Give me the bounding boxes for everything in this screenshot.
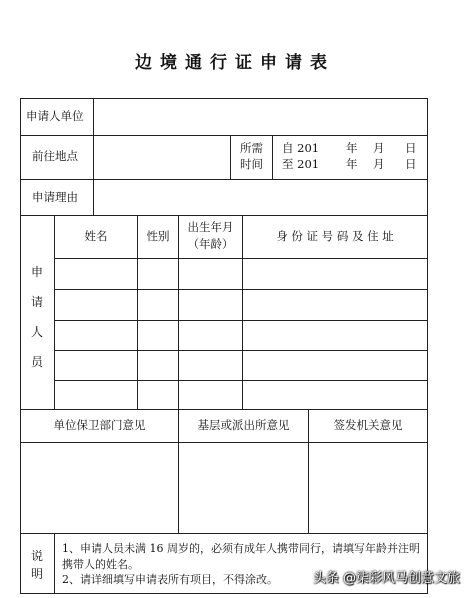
time-needed-label-1: 所需 — [240, 141, 263, 155]
destination-label: 前往地点 — [32, 149, 78, 163]
date-to-prefix: 至 201 — [282, 157, 320, 171]
row-divider — [20, 533, 428, 534]
col-divider — [54, 533, 55, 594]
time-needed-label-2: 时间 — [240, 157, 263, 171]
security-dept-opinion-field[interactable] — [21, 443, 178, 533]
note-item-2: 2、请详细填写申请表所有项目，不得涂改。 — [62, 573, 278, 586]
col-divider — [54, 215, 55, 409]
destination-field[interactable] — [94, 136, 230, 179]
column-header-name: 姓名 — [84, 229, 108, 243]
row-divider — [20, 409, 428, 410]
column-header-birth: 出生年月 — [187, 220, 234, 234]
watermark: 头条 @柒彩风马创意文旅 — [312, 571, 460, 586]
issuing-authority-opinion-field[interactable] — [309, 443, 427, 533]
row-divider — [54, 258, 428, 259]
col-divider — [242, 215, 243, 409]
police-station-opinion-label: 基层或派出所意见 — [197, 418, 290, 432]
col-divider — [230, 135, 231, 179]
note-item-1: 1、申请人员未满 16 周岁的，必须有成年人携带同行，请填写年龄并注明携带人的姓名。 — [62, 542, 420, 571]
col-divider — [137, 215, 138, 409]
form-title: 边境通行证申请表 — [135, 53, 335, 73]
date-to-day: 日 — [405, 157, 417, 171]
table-border-bottom — [20, 593, 428, 594]
police-station-opinion-field[interactable] — [179, 443, 308, 533]
row-divider — [54, 350, 428, 351]
row-divider — [54, 380, 428, 381]
application-form-table — [20, 98, 428, 594]
row-divider — [20, 215, 428, 216]
column-header-gender: 性别 — [146, 229, 170, 243]
security-dept-opinion-label: 单位保卫部门意见 — [53, 418, 146, 432]
column-header-id-address: 身 份 证 号 码 及 住 址 — [276, 229, 394, 243]
applicant-unit-field[interactable] — [94, 99, 427, 135]
column-header-age: （年龄） — [187, 237, 234, 251]
reason-field[interactable] — [94, 180, 427, 215]
date-from-prefix: 自 201 — [282, 141, 320, 155]
row-divider — [54, 320, 428, 321]
date-to-month: 月 — [373, 157, 385, 171]
date-from-year: 年 — [346, 141, 358, 155]
reason-label: 申请理由 — [32, 190, 78, 204]
notes-label: 说 明 — [30, 549, 43, 581]
row-divider — [54, 289, 428, 290]
applicant-unit-label: 申请人单位 — [26, 109, 84, 123]
table-border-right — [427, 98, 428, 594]
date-from-month: 月 — [373, 141, 385, 155]
date-to-year: 年 — [346, 157, 358, 171]
date-from-day: 日 — [405, 141, 417, 155]
issuing-authority-opinion-label: 签发机关意见 — [333, 418, 403, 432]
col-divider — [272, 135, 273, 179]
applicants-label: 申 请 人 员 — [30, 265, 43, 369]
